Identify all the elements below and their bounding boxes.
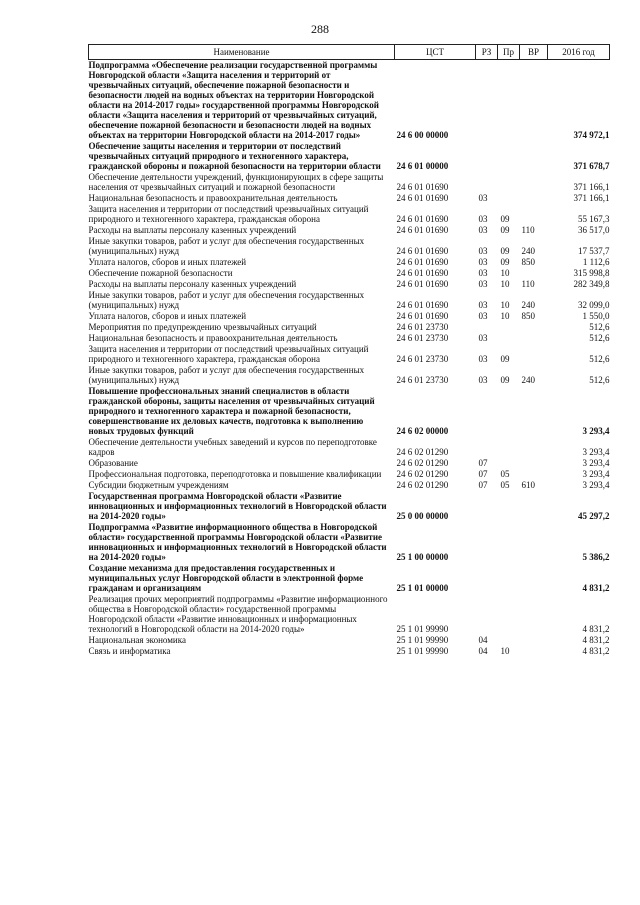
cell-name: Иные закупки товаров, работ и услуг для обеспечения государственных (муниципальных) нужд [88,290,365,310]
table-row [89,437,610,458]
cell-pr [498,491,520,522]
cell-amount: 32 099,0 [578,300,610,310]
cell-vr [520,386,548,437]
header-amount: 2016 год [548,45,610,60]
cell-vr [520,635,548,646]
cell-vr [520,204,548,225]
cell-pr: 09 [500,375,510,385]
cell-vr [520,268,548,279]
cell-rz [476,437,498,458]
cell-rz: 03 [478,257,488,267]
cell-name: Повышение профессиональных знаний специалистов в области гражданской обороны, защиты населения от чрезвычайных ситуаций природного и техногенного характера и пожарной безопасности, совершенствование их деловых качеств, подготовка к выполнению новых трудовых функций [88,386,375,436]
table-row [89,268,610,279]
cell-cst: 24 6 02 01290 [396,469,449,479]
cell-amount: 4 831,2 [582,646,610,656]
cell-name: Субсидии бюджетным учреждениям [88,480,229,490]
cell-name: Мероприятия по предупреждению чрезвычайных ситуаций [88,322,317,332]
cell-cst: 24 6 01 01690 [396,268,449,278]
cell-pr [498,563,520,594]
cell-vr [520,522,548,563]
page-number: 288 [311,22,329,36]
cell-rz [476,386,498,437]
table-row [89,141,610,172]
cell-name: Реализация прочих мероприятий подпрограммы «Развитие информационного общества в Новгородской области» государственной программы Новгородской области «Развитие инновационных и информационных технологий в Новгородской области на 2014-2020 годы» [88,594,388,634]
cell-name: Создание механизма для предоставления государственных и муниципальных услуг Новгородской области в электронной форме гражданам и организациям [88,563,364,593]
cell-name: Обеспечение деятельности учреждений, функционирующих в сфере защиты населения от чрезвычайных ситуаций и пожарной безопасности [88,172,384,192]
header-cst: ЦСТ [395,45,476,60]
cell-name: Обеспечение деятельности учебных заведений и курсов по переподготовке кадров [88,437,377,457]
cell-vr: 240 [521,375,535,385]
cell-amount: 17 537,7 [578,246,610,256]
cell-pr [498,437,520,458]
cell-name: Государственная программа Новгородской области «Развитие инновационных и информационных технологий в Новгородской области на 2014-2020 годы» [88,491,387,521]
table-body [89,60,610,658]
cell-vr [520,193,548,204]
cell-cst: 24 6 01 01690 [396,182,449,192]
cell-name: Национальная безопасность и правоохранительная деятельность [88,193,338,203]
cell-amount: 3 293,4 [582,426,610,436]
table-row [89,311,610,322]
cell-cst: 24 6 01 01690 [396,246,449,256]
table-row [89,563,610,594]
cell-name: Подпрограмма «Обеспечение реализации государственной программы Новгородской области «Защита населения и территорий от чрезвычайных ситуаций, обеспечение пожарной безопасности и безопасности людей на водных объектах на территории Новгородской области на 2014-2017 годы» государственной программы Новгородской области «Защита населения и территорий от чрезвычайных ситуаций, обеспечение пожарной безопасности и безопасности людей на водных объектах на территории Новгородской области на 2014-2017 годы» [88,60,379,140]
cell-amount: 512,6 [589,322,610,332]
cell-pr [498,635,520,646]
cell-vr [520,60,548,142]
cell-pr [498,386,520,437]
cell-cst: 25 1 01 99990 [396,624,449,634]
cell-name: Обеспечение защиты населения и территории от последствий чрезвычайных ситуаций природного и техногенного характера, гражданской обороны и пожарной безопасности на территории области [88,141,381,171]
cell-cst: 24 6 01 23730 [396,375,449,385]
cell-pr: 05 [500,469,510,479]
cell-rz: 03 [478,193,488,203]
cell-pr: 05 [500,480,510,490]
table-header [89,45,610,60]
cell-rz: 03 [478,214,488,224]
cell-rz: 07 [478,458,488,468]
cell-cst: 24 6 01 01690 [396,214,449,224]
cell-cst: 24 6 01 01690 [396,257,449,267]
cell-vr [520,469,548,480]
cell-rz [476,322,498,333]
table-row [89,225,610,236]
cell-vr [520,344,548,365]
cell-rz [476,60,498,142]
cell-pr: 09 [500,214,510,224]
cell-amount: 5 386,2 [582,552,610,562]
cell-vr [520,437,548,458]
cell-rz [476,563,498,594]
cell-pr [498,172,520,193]
cell-cst: 24 6 01 01690 [396,300,449,310]
cell-name: Национальная экономика [88,635,186,645]
header-rz: РЗ [476,45,498,60]
cell-pr: 10 [500,268,510,278]
cell-rz: 03 [478,354,488,364]
table-row [89,646,610,657]
table-row [89,333,610,344]
table-row [89,344,610,365]
cell-rz [476,594,498,635]
header-row [89,45,610,60]
cell-cst: 24 6 00 00000 [396,130,449,140]
cell-pr [498,333,520,344]
cell-vr: 240 [521,300,535,310]
cell-vr [520,141,548,172]
cell-cst: 24 6 01 01690 [396,279,449,289]
table-row [89,365,610,386]
header-pr: Пр [498,45,520,60]
cell-amount: 4 831,2 [582,635,610,645]
cell-vr [520,172,548,193]
cell-rz: 07 [478,480,488,490]
cell-pr: 09 [500,354,510,364]
table-row [89,204,610,225]
cell-name: Уплата налогов, сборов и иных платежей [88,257,247,267]
cell-amount: 3 293,4 [582,469,610,479]
cell-amount: 1 112,6 [582,257,610,267]
table-row [89,172,610,193]
cell-rz: 03 [478,225,488,235]
cell-amount: 371 166,1 [573,182,610,192]
cell-amount: 512,6 [589,333,610,343]
cell-vr [520,333,548,344]
cell-rz [476,522,498,563]
cell-pr: 10 [500,300,510,310]
cell-cst: 24 6 02 01290 [396,480,449,490]
table-row [89,257,610,268]
cell-vr: 110 [521,225,535,235]
cell-name: Иные закупки товаров, работ и услуг для обеспечения государственных (муниципальных) нужд [88,365,365,385]
cell-rz: 04 [478,646,488,656]
cell-vr: 610 [521,480,535,490]
cell-pr [498,193,520,204]
table-row [89,290,610,311]
table-row [89,594,610,635]
cell-pr: 09 [500,225,510,235]
cell-cst: 24 6 02 01290 [396,458,449,468]
cell-cst: 24 6 01 23730 [396,322,449,332]
cell-vr [520,322,548,333]
cell-cst: 24 6 01 01690 [396,193,449,203]
cell-amount: 45 297,2 [578,511,610,521]
cell-pr [498,322,520,333]
cell-vr [520,646,548,657]
cell-cst: 25 1 01 99990 [396,635,449,645]
cell-vr [520,594,548,635]
cell-vr: 850 [521,311,535,321]
cell-pr: 09 [500,257,510,267]
cell-vr [520,563,548,594]
table-row [89,480,610,491]
cell-vr: 110 [521,279,535,289]
cell-amount: 512,6 [589,375,610,385]
cell-name: Защита населения и территории от последствий чрезвычайных ситуаций природного и техногенного характера, гражданская оборона [88,204,369,224]
table-row [89,279,610,290]
cell-rz: 03 [478,375,488,385]
cell-pr: 10 [500,311,510,321]
cell-pr: 09 [500,246,510,256]
cell-name: Уплата налогов, сборов и иных платежей [88,311,247,321]
cell-amount: 371 678,7 [573,161,610,171]
cell-pr [498,60,520,142]
cell-vr [520,491,548,522]
table-row [89,458,610,469]
table-row [89,193,610,204]
cell-name: Связь и информатика [88,646,171,656]
cell-pr: 10 [500,646,510,656]
cell-name: Обеспечение пожарной безопасности [88,268,233,278]
cell-name: Подпрограмма «Развитие информационного общества в Новгородской области» государственной программы Новгородской области «Развитие инновационных и информационных технологий в Новгородской области на 2014-2020 годы» [88,522,387,562]
cell-rz: 04 [478,635,488,645]
cell-amount: 3 293,4 [582,447,610,457]
header-name: Наименование [89,45,395,60]
budget-table [88,44,610,657]
cell-amount: 371 166,1 [573,193,610,203]
cell-name: Расходы на выплаты персоналу казенных учреждений [88,279,297,289]
cell-amount: 4 831,2 [582,624,610,634]
cell-amount: 374 972,1 [573,130,610,140]
table-row [89,491,610,522]
table-row [89,522,610,563]
table-row [89,60,610,142]
cell-cst: 25 1 00 00000 [396,552,449,562]
cell-rz [476,172,498,193]
cell-name: Расходы на выплаты персоналу казенных учреждений [88,225,297,235]
cell-cst: 24 6 01 01690 [396,225,449,235]
cell-cst: 25 1 01 00000 [396,583,449,593]
cell-pr [498,594,520,635]
cell-pr [498,458,520,469]
cell-cst: 24 6 02 00000 [396,426,449,436]
cell-rz: 03 [478,268,488,278]
table-row [89,236,610,257]
cell-name: Иные закупки товаров, работ и услуг для обеспечения государственных (муниципальных) нужд [88,236,365,256]
cell-amount: 315 998,8 [573,268,610,278]
cell-name: Защита населения и территории от последствий чрезвычайных ситуаций природного и техногенного характера, гражданская оборона [88,344,369,364]
cell-vr [520,458,548,469]
cell-rz: 03 [478,333,488,343]
cell-rz: 03 [478,246,488,256]
cell-cst: 25 1 01 99990 [396,646,449,656]
cell-rz: 03 [478,311,488,321]
cell-cst: 25 0 00 00000 [396,511,449,521]
cell-amount: 55 167,3 [578,214,610,224]
cell-amount: 3 293,4 [582,480,610,490]
cell-cst: 24 6 02 01290 [396,447,449,457]
cell-amount: 3 293,4 [582,458,610,468]
cell-name: Профессиональная подготовка, переподготовка и повышение квалификации [88,469,382,479]
cell-rz: 03 [478,279,488,289]
cell-amount: 1 550,0 [582,311,610,321]
cell-vr: 240 [521,246,535,256]
cell-pr [498,141,520,172]
cell-name: Образование [88,458,138,468]
cell-pr [498,522,520,563]
cell-amount: 4 831,2 [582,583,610,593]
cell-amount: 282 349,8 [573,279,610,289]
cell-cst: 24 6 01 23730 [396,333,449,343]
table-row [89,635,610,646]
cell-rz [476,491,498,522]
cell-pr: 10 [500,279,510,289]
header-vr: ВР [520,45,548,60]
cell-cst: 24 6 01 00000 [396,161,449,171]
cell-vr: 850 [521,257,535,267]
cell-cst: 24 6 01 01690 [396,311,449,321]
cell-rz: 07 [478,469,488,479]
table-row [89,469,610,480]
cell-rz [476,141,498,172]
table-row [89,386,610,437]
cell-rz: 03 [478,300,488,310]
cell-name: Национальная безопасность и правоохранительная деятельность [88,333,338,343]
cell-cst: 24 6 01 23730 [396,354,449,364]
table-row [89,322,610,333]
cell-amount: 36 517,0 [578,225,610,235]
cell-amount: 512,6 [589,354,610,364]
